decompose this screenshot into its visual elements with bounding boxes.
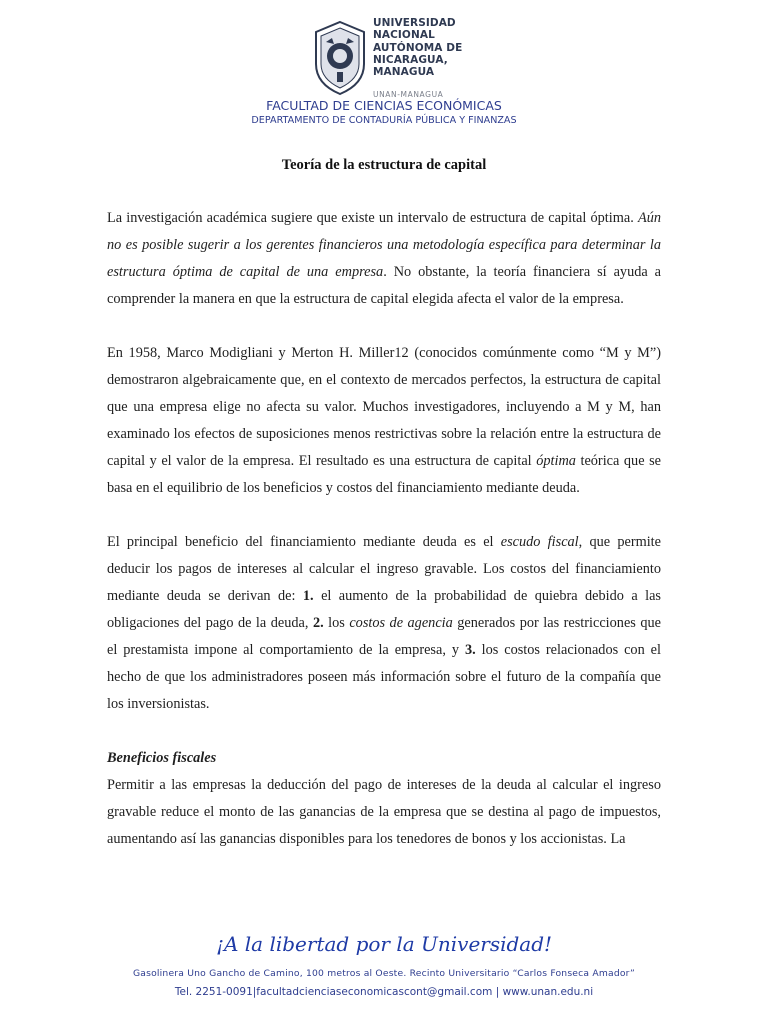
- university-name: UNIVERSIDAD NACIONAL AUTÓNOMA DE NICARAGUA, MANAGUA: [373, 17, 463, 79]
- section-heading: Beneficios fiscales: [107, 750, 217, 766]
- paragraph-2: En 1958, Marco Modigliani y Merton H. Miller12 (conocidos comúnmente como “M y M”) demostraron algebraicamente que, en el contexto de mercados perfectos, la estructura de capital que una empresa elige no afecta su valor. Muchos investigadores, incluyendo a M y M, han examinado los efectos de suposiciones menos restrictivas sobre la relación entre la estructura de capital y el valor de la empresa. El resultado es una estructura de capital óptima teórica que se basa en el equilibrio de los beneficios y costos del financiamiento mediante deuda.: [107, 345, 661, 496]
- paragraph-3: El principal beneficio del financiamiento mediante deuda es el escudo fiscal, que permite deducir los pagos de intereses al calcular el ingreso gravable. Los costos del financiamiento mediante deuda se derivan de: 1. el aumento de la probabilidad de quiebra debido a las obligaciones del pago de la deuda, 2. los costos de agencia generados por las restricciones que el prestamista impone al comportamiento de la empresa, y 3. los costos relacionados con el hecho de que los administradores poseen más información sobre el futuro de la compañía que los inversionistas.: [107, 534, 661, 712]
- footer-slogan: ¡A la libertad por la Universidad!: [215, 932, 553, 956]
- document-title: Teoría de la estructura de capital: [281, 157, 487, 173]
- paragraph-1: La investigación académica sugiere que existe un intervalo de estructura de capital óptima. Aún no es posible sugerir a los gerentes financieros una metodología específica para determinar la estructura óptima de capital de una empresa. No obstante, la teoría financiera sí ayuda a comprender la manera en que la estructura de capital elegida afecta el valor de la empresa.: [107, 210, 662, 307]
- footer-address: Gasolinera Uno Gancho de Camino, 100 metros al Oeste. Recinto Universitario “Carlos Fonseca Amador”: [132, 968, 636, 979]
- paragraph-4: Permitir a las empresas la deducción del pago de intereses de la deuda al calcular el ingreso gravable reduce el monto de las ganancias de la empresa que se destina al pago de impuestos, aumentando así las ganancias disponibles para los tenedores de bonos y los accionistas. La: [107, 777, 661, 847]
- footer-contact: Tel. 2251-0091|facultadcienciaseconomicascont@gmail.com | www.unan.edu.ni: [174, 986, 594, 998]
- department-name: DEPARTAMENTO DE CONTADURÍA PÚBLICA Y FINANZAS: [251, 115, 517, 126]
- document-body: [107, 205, 661, 853]
- university-abbreviation: UNAN-MANAGUA: [373, 90, 444, 99]
- faculty-name: FACULTAD DE CIENCIAS ECONÓMICAS: [266, 98, 502, 113]
- university-seal-icon: [312, 20, 368, 96]
